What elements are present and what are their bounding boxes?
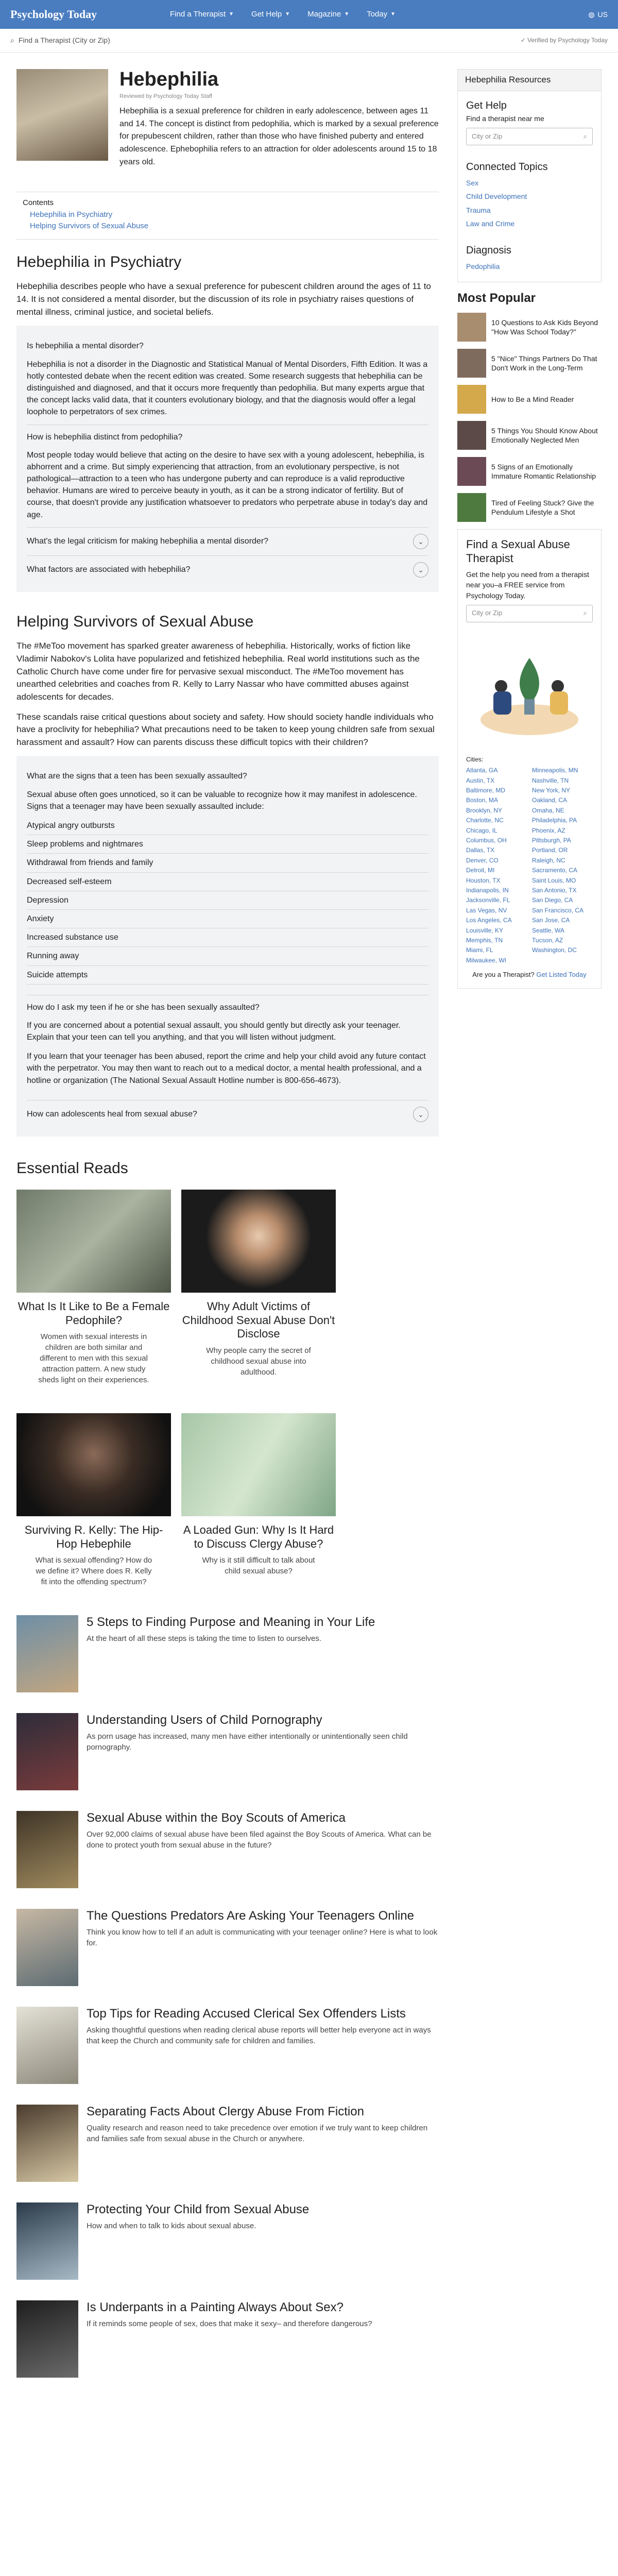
faq-answer: Hebephilia is not a disorder in the Diagnostic and Statistical Manual of Mental Disorders, Fifth Edition. It was a hotly contested debate when the recent edition was created. Some research suggests that hebephilia can be distinguished and diagnosed, and that it occurs more frequently than pedophilia. But many experts argue that the concept lacks valid data, that it counters evolutionary biology, and that the diagnosis would offer a legal loophole to perpetrators of sex crimes.	[27, 360, 428, 417]
list-article[interactable]	[16, 2202, 439, 2280]
list-item: Suicide attempts	[27, 966, 428, 985]
thumbnail	[457, 457, 486, 486]
article-description: Quality research and reason need to take precedence over emotion if we truly want to keep children and families safe from sexual abuse in the Church or anywhere.	[87, 2124, 428, 2144]
essential-reads-title: Essential Reads	[16, 1159, 128, 1177]
sidebar	[457, 69, 602, 989]
article-description: Think you know how to tell if an adult is communicating with your teenager online? Here is what to look for.	[87, 1928, 438, 1948]
popular-title[interactable]: 5 Signs of an Emotionally Immature Romantic Relationship	[491, 463, 596, 481]
faq-item[interactable]	[27, 1100, 428, 1128]
check-icon: ✓	[520, 36, 528, 44]
top-navigation-bar	[0, 0, 618, 29]
chevron-down-icon: ▼	[229, 11, 234, 17]
faq-accordion	[16, 756, 439, 1136]
chevron-down-icon[interactable]: ⌄	[413, 1107, 428, 1122]
region-selector[interactable]	[588, 9, 608, 20]
article-description: At the heart of all these steps is taking the time to listen to ourselves.	[87, 1634, 322, 1643]
therapist-search-bar[interactable]	[0, 29, 618, 53]
thumbnail	[457, 421, 486, 450]
city-link[interactable]: Columbus, OH	[466, 837, 507, 844]
card-image	[181, 1190, 336, 1293]
topics-title: Connected Topics	[466, 161, 548, 173]
city-link[interactable]: Los Angeles, CA	[466, 917, 512, 924]
globe-icon: ◍	[588, 10, 595, 19]
popular-title[interactable]: Tired of Feeling Stuck? Give the Pendulum Lifestyle a Shot	[491, 499, 594, 517]
verified-text: Verified by Psychology Today	[527, 36, 608, 44]
article-thumbnail	[16, 2202, 78, 2280]
card-title[interactable]: A Loaded Gun: Why Is It Hard to Discuss Clergy Abuse?	[183, 1523, 334, 1550]
topic-link[interactable]: Trauma	[466, 206, 491, 214]
finder-title: Find a Sexual Abuse Therapist	[466, 538, 570, 565]
popular-item[interactable]	[457, 313, 602, 342]
card-title[interactable]: Why Adult Victims of Childhood Sexual Abuse Don't Disclose	[182, 1300, 335, 1341]
toc-link[interactable]: Hebephilia in Psychiatry	[30, 210, 113, 219]
faq-item[interactable]	[27, 425, 428, 528]
article-thumbnail	[16, 1615, 78, 1692]
city-link[interactable]: Las Vegas, NV	[466, 906, 507, 914]
popular-item[interactable]	[457, 457, 602, 486]
city-link[interactable]: Minneapolis, MN	[532, 767, 578, 774]
city-link[interactable]: Philadelphia, PA	[532, 817, 577, 824]
article-card[interactable]	[16, 1413, 171, 1595]
list-article[interactable]	[16, 1713, 439, 1790]
thumbnail	[457, 349, 486, 378]
most-popular-title: Most Popular	[457, 291, 536, 306]
faq-item[interactable]	[27, 556, 428, 584]
city-link[interactable]: Phoenix, AZ	[532, 826, 565, 834]
get-help-title: Get Help	[466, 99, 507, 111]
list-item: Depression	[27, 891, 428, 910]
article-description: Over 92,000 claims of sexual abuse have been filed against the Boy Scouts of America. What can be done to protect youth from sexual abuse in the future?	[87, 1830, 432, 1850]
diagnosis-link[interactable]: Pedophilia	[466, 262, 500, 271]
article-title[interactable]: Separating Facts About Clergy Abuse From Fiction	[87, 2104, 364, 2119]
search-icon[interactable]: ⌕	[583, 609, 587, 617]
card-description: Why is it still difficult to talk about child sexual abuse?	[202, 1555, 315, 1575]
table-of-contents	[16, 192, 439, 240]
faq-answer: Sexual abuse often goes unnoticed, so it can be valuable to recognize how it may manifest in adolescence. Signs that a teenager may have been sexually assaulted include:	[27, 790, 417, 811]
list-item: Increased substance use	[27, 928, 428, 947]
article-title[interactable]: The Questions Predators Are Asking Your Teenagers Online	[87, 1908, 414, 1923]
popular-item[interactable]	[457, 493, 602, 522]
cities-label: Cities:	[466, 755, 484, 763]
paragraph: These scandals raise critical questions about society and safety. How should society handle individuals who have a proclivity for hebephilia? What precautions need to be taken to keep young children safe from sexual harassment and assault? How can parents discuss these difficult topics with their children?	[16, 711, 435, 747]
city-link[interactable]: Tucson, AZ	[532, 936, 563, 944]
thumbnail	[457, 493, 486, 522]
article-title[interactable]: 5 Steps to Finding Purpose and Meaning in Your Life	[87, 1615, 375, 1629]
card-description: What is sexual offending? How do we define it? Where does R. Kelly fit into the offending spectrum?	[35, 1555, 152, 1586]
article-thumbnail	[16, 2300, 78, 2378]
cities-list	[466, 766, 593, 965]
city-link[interactable]: Seattle, WA	[532, 926, 564, 934]
diagnosis-title: Diagnosis	[466, 245, 511, 257]
zip-placeholder: City or Zip	[472, 132, 503, 140]
article-thumbnail	[16, 2105, 78, 2182]
city-link[interactable]: Chicago, IL	[466, 826, 497, 834]
article-description: How and when to talk to kids about sexual abuse.	[87, 2222, 256, 2231]
faq-answer: If you learn that your teenager has been abused, report the crime and help your child avoid any future contact with the perpetrator. You may then want to reach out to a medical doctor, a mental health professional, and a hotline or organization (The National Sexual Assault Hotline number is 800-656-4673).	[27, 1052, 426, 1085]
list-article[interactable]	[16, 2007, 439, 2084]
card-description: Women with sexual interests in children are both similar and different to men with this sexual attraction pattern. A new study sheds light on their experiences.	[38, 1332, 149, 1385]
city-link[interactable]: Nashville, TN	[532, 776, 569, 784]
city-link[interactable]: Louisville, KY	[466, 926, 504, 934]
city-link[interactable]: San Francisco, CA	[532, 906, 584, 914]
nav-label: Magazine	[307, 10, 341, 19]
city-link[interactable]: San Diego, CA	[532, 896, 573, 904]
chevron-down-icon: ▼	[390, 11, 396, 17]
list-article[interactable]	[16, 2105, 439, 2182]
toc-link[interactable]: Helping Survivors of Sexual Abuse	[30, 222, 149, 231]
get-help-subtitle: Find a therapist near me	[466, 114, 544, 123]
city-link[interactable]: Atlanta, GA	[466, 767, 498, 774]
city-link[interactable]: Saint Louis, MO	[532, 876, 576, 884]
city-link[interactable]: Denver, CO	[466, 856, 499, 864]
essential-reads-grid	[16, 1190, 439, 1595]
list-item: Sleep problems and nightmares	[27, 835, 428, 854]
card-description: Why people carry the secret of childhood sexual abuse into adulthood.	[206, 1346, 311, 1377]
popular-title[interactable]: 10 Questions to Ask Kids Beyond "How Was School Today?"	[491, 318, 598, 336]
article-description: Asking thoughtful questions when reading clerical abuse reports will better help everyone act in ways that keep the Church and community safe for children and families.	[87, 2026, 431, 2046]
article-title[interactable]: Sexual Abuse within the Boy Scouts of America	[87, 1810, 346, 1825]
list-item: Atypical angry outbursts	[27, 817, 428, 835]
faq-item[interactable]	[27, 528, 428, 556]
paragraph: The #MeToo movement has sparked greater awareness of hebephilia. Historically, works of fiction like Vladimir Nabokov's Lolita have popularized and fetishized hebephilia. Real world institutions such as the Catholic Church have come under fire for pervasive sexual misconduct. The #MeToo movement has unearthed celebrities and coaches from R. Kelly to Larry Nassar who have committed abuses against adolescents for decades.	[16, 641, 420, 702]
faq-accordion	[16, 326, 439, 591]
nav-get-help[interactable]	[251, 9, 290, 20]
hero-image	[16, 69, 108, 161]
resources-header: Hebephilia Resources	[457, 69, 602, 91]
nav-label: Find a Therapist	[170, 10, 226, 19]
card-image	[181, 1413, 336, 1516]
faq-answer: If you are concerned about a potential sexual assault, you should gently but directly ask your teenager. Explain that your teen can tell you anything, and that you will listen without judgment.	[27, 1021, 401, 1042]
faq-item[interactable]	[27, 995, 428, 1100]
city-link[interactable]: San Jose, CA	[532, 917, 570, 924]
contents-title: Contents	[23, 198, 54, 207]
topic-link[interactable]: Child Development	[466, 192, 527, 201]
faq-question: What factors are associated with hebephilia?	[27, 565, 191, 574]
city-link[interactable]: Baltimore, MD	[466, 787, 506, 794]
city-link[interactable]: Sacramento, CA	[532, 867, 578, 874]
search-icon[interactable]: ⌕	[583, 132, 587, 140]
article-card[interactable]	[181, 1413, 336, 1595]
list-article[interactable]	[16, 1615, 439, 1692]
article-title[interactable]: Understanding Users of Child Pornography	[87, 1713, 322, 1727]
section-title: Helping Survivors of Sexual Abuse	[16, 613, 254, 630]
main-content	[16, 69, 439, 2378]
faq-question: What's the legal criticism for making hebephilia a mental disorder?	[27, 537, 269, 546]
city-link[interactable]: San Antonio, TX	[532, 886, 577, 894]
article-description: As porn usage has increased, many men have either intentionally or unintentionally seen child pornography.	[87, 1732, 408, 1752]
therapist-question: Are you a Therapist?	[472, 971, 535, 979]
site-logo[interactable]: Psychology Today	[10, 8, 97, 21]
card-title[interactable]: Surviving R. Kelly: The Hip-Hop Hebephile	[24, 1523, 163, 1550]
city-link[interactable]: Boston, MA	[466, 796, 499, 804]
faq-question: How do I ask my teen if he or she has been sexually assaulted?	[27, 1003, 260, 1012]
get-help-box	[457, 91, 602, 283]
popular-item[interactable]	[457, 385, 602, 414]
verified-badge	[521, 36, 608, 45]
region-label: US	[597, 10, 608, 19]
faq-question: Is hebephilia a mental disorder?	[27, 342, 144, 351]
article-thumbnail	[16, 1909, 78, 1986]
city-link[interactable]: Dallas, TX	[466, 846, 495, 854]
thumbnail	[457, 313, 486, 342]
article-thumbnail	[16, 1713, 78, 1790]
city-link[interactable]: Indianapolis, IN	[466, 886, 509, 894]
list-item: Decreased self-esteem	[27, 873, 428, 891]
city-link[interactable]: Oakland, CA	[532, 796, 568, 804]
therapist-cta	[466, 970, 593, 980]
popular-title[interactable]: 5 Things You Should Know About Emotionally Neglected Men	[491, 427, 598, 445]
list-item: Withdrawal from friends and family	[27, 854, 428, 872]
paragraph: Hebephilia describes people who have a sexual preference for pubescent children around the ages of 11 to 14. It is not considered a mental disorder, but the discussion of its role in psychiatry raises questions of mental illness, criminal justice, and societal beliefs.	[16, 281, 431, 317]
article-header	[16, 69, 439, 169]
popular-title[interactable]: How to Be a Mind Reader	[491, 395, 574, 404]
city-link[interactable]: Detroit, MI	[466, 867, 495, 874]
chevron-down-icon[interactable]: ⌄	[413, 534, 428, 549]
faq-item[interactable]	[27, 334, 428, 425]
intro-text: Hebephilia is a sexual preference for children in early adolescence, between ages 11 and 14. The concept is distinct from pedophilia, which is marked by a sexual preference for prepubescent children, rather than those who have finished puberty and entered adolescence. Ephebophilia refers to an attraction for older adolescents around 15 to 18 years old.	[119, 106, 439, 166]
signs-list	[27, 817, 428, 985]
list-item: Anxiety	[27, 910, 428, 928]
card-image	[16, 1190, 171, 1293]
search-icon: ⌕	[10, 36, 14, 45]
faq-item[interactable]	[27, 764, 428, 995]
card-image	[16, 1413, 171, 1516]
city-link[interactable]: Austin, TX	[466, 776, 495, 784]
chevron-down-icon[interactable]: ⌄	[413, 562, 428, 578]
therapist-finder	[457, 529, 602, 989]
faq-question: How can adolescents heal from sexual abuse?	[27, 1110, 197, 1119]
list-item: Running away	[27, 947, 428, 965]
faq-question: How is hebephilia distinct from pedophilia?	[27, 432, 183, 442]
topic-link[interactable]: Sex	[466, 178, 479, 187]
list-article[interactable]	[16, 2300, 439, 2378]
nav-label: Get Help	[251, 10, 282, 19]
city-link[interactable]: New York, NY	[532, 787, 571, 794]
finder-zip-input[interactable]	[466, 605, 593, 622]
related-articles-list	[16, 1615, 439, 2378]
topic-link[interactable]: Law and Crime	[466, 219, 515, 228]
finder-description: Get the help you need from a therapist near you–a FREE service from Psychology Today.	[466, 570, 589, 600]
page-title: Hebephilia	[119, 69, 219, 90]
article-thumbnail	[16, 1811, 78, 1888]
list-article[interactable]	[16, 1811, 439, 1888]
article-card[interactable]	[16, 1190, 171, 1393]
article-title[interactable]: Is Underpants in a Painting Always About Sex?	[87, 2300, 344, 2314]
city-link[interactable]: Washington, DC	[532, 946, 577, 954]
faq-question: What are the signs that a teen has been sexually assaulted?	[27, 772, 247, 781]
city-link[interactable]: Pittsburgh, PA	[532, 837, 571, 844]
list-article[interactable]	[16, 1909, 439, 1986]
main-nav	[170, 9, 396, 20]
article-title[interactable]: Protecting Your Child from Sexual Abuse	[87, 2202, 310, 2216]
popular-item[interactable]	[457, 421, 602, 450]
city-link[interactable]: Raleigh, NC	[532, 856, 565, 864]
city-link[interactable]: Milwaukee, WI	[466, 956, 507, 964]
zip-placeholder: City or Zip	[472, 609, 503, 617]
popular-item[interactable]	[457, 349, 602, 378]
byline[interactable]: Reviewed by Psychology Today Staff	[119, 93, 212, 99]
therapy-illustration	[466, 630, 593, 748]
popular-title[interactable]: 5 "Nice" Things Partners Do That Don't Work in the Long-Term	[491, 354, 597, 372]
city-link[interactable]: Jacksonville, FL	[466, 896, 510, 904]
nav-today[interactable]	[367, 9, 396, 20]
section-title: Hebephilia in Psychiatry	[16, 253, 182, 270]
zip-input[interactable]	[466, 128, 593, 145]
city-link[interactable]: Charlotte, NC	[466, 817, 504, 824]
article-description: If it reminds some people of sex, does that make it sexy– and therefore dangerous?	[87, 2319, 372, 2329]
city-link[interactable]: Brooklyn, NY	[466, 806, 503, 814]
chevron-down-icon: ▼	[285, 11, 290, 17]
city-link[interactable]: Houston, TX	[466, 876, 501, 884]
city-link[interactable]: Memphis, TN	[466, 936, 503, 944]
chevron-down-icon: ▼	[344, 11, 350, 17]
article-thumbnail	[16, 2007, 78, 2084]
faq-answer: Most people today would believe that acting on the desire to have sex with a young adolescent, hebephilia, is abhorrent and a crime. But simply experiencing that attraction, from an evolutionary perspective, is not pathological—attraction to a teen who has undergone puberty and can reproduce is a valid reproductive behavior. Humans are wired to perceive beauty in youth, as it can be a strong indicator of fertility. But of course, that doesn't provide any justification whatsoever to predators who perpetrate abuse in today's day and age.	[27, 450, 428, 519]
thumbnail	[457, 385, 486, 414]
search-input[interactable]: Find a Therapist (City or Zip)	[18, 36, 110, 45]
city-link[interactable]: Omaha, NE	[532, 806, 564, 814]
nav-find-therapist[interactable]	[170, 9, 234, 20]
nav-magazine[interactable]	[307, 9, 349, 20]
card-title[interactable]: What Is It Like to Be a Female Pedophile?	[18, 1300, 170, 1327]
city-link[interactable]: Portland, OR	[532, 846, 568, 854]
city-link[interactable]: Miami, FL	[466, 946, 493, 954]
get-listed-link[interactable]: Get Listed Today	[536, 971, 587, 979]
nav-label: Today	[367, 10, 388, 19]
article-title[interactable]: Top Tips for Reading Accused Clerical Sex Offenders Lists	[87, 2006, 406, 2021]
article-card[interactable]	[181, 1190, 336, 1393]
most-popular	[457, 290, 602, 522]
